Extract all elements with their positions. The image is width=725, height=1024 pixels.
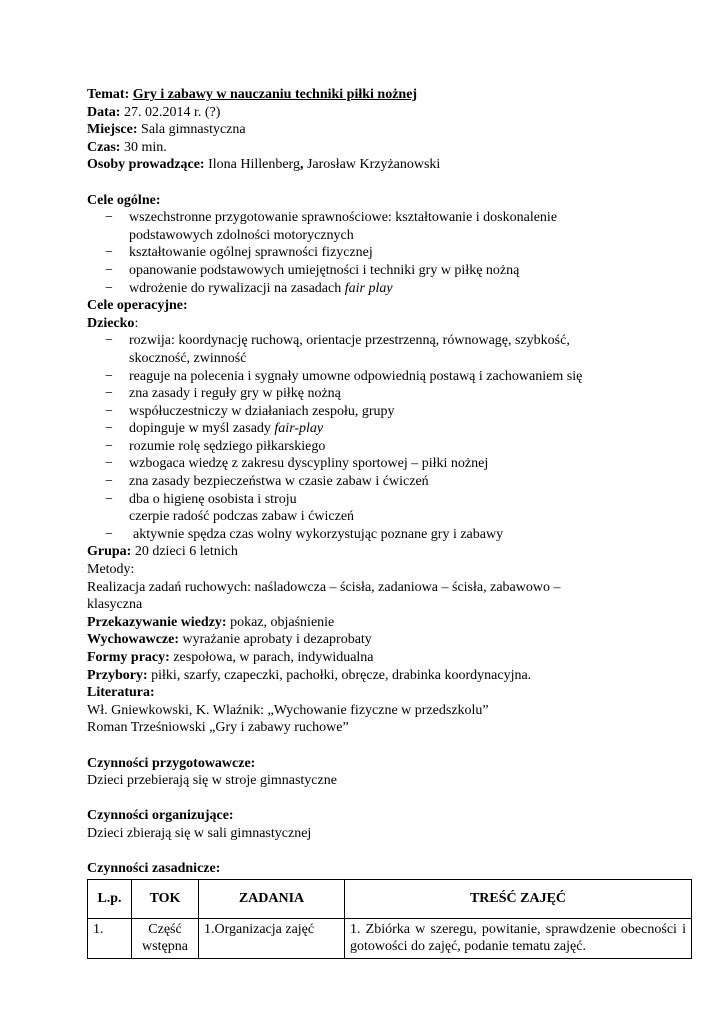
knowledge-line: Przekazywanie wiedzy: pokaz, objaśnienie [87, 614, 335, 630]
column-header-tasks: ZADANIA [199, 879, 345, 918]
place-label: Miejsce: [87, 122, 138, 138]
topic-line [87, 86, 692, 104]
dash-bullet-icon: − [105, 333, 113, 349]
leaders-line [87, 156, 692, 174]
dash-bullet-icon: − [105, 474, 113, 490]
dash-bullet-icon: − [105, 421, 113, 437]
list-item: − aktywnie spędza czas wolny wykorzystując poznane gry i zabawy [105, 526, 504, 542]
list-item: − zna zasady i reguły gry w piłkę nożną [105, 386, 341, 402]
literature-heading: Literatura: [87, 685, 155, 701]
literature-item: Wł. Gniewkowski, K. Wlaźnik: „Wychowanie fizyczne w przedszkolu” [87, 702, 489, 718]
main-activities-heading: Czynności zasadnicze: [87, 861, 221, 877]
operational-goals-heading: Cele operacyjne: [87, 298, 188, 314]
place-line [87, 121, 692, 139]
spacer [87, 174, 692, 192]
dash-bullet-icon: − [105, 210, 113, 226]
list-item: − opanowanie podstawowych umiejętności i techniki gry w piłkę nożną [105, 262, 520, 278]
group-line [87, 543, 692, 561]
topic-label: Temat: [87, 87, 130, 102]
leaders-separator: , [299, 157, 304, 173]
place-value: Sala gimnastyczna [141, 122, 246, 138]
preparatory-text: Dzieci przebierają się w stroje gimnastyczne [87, 773, 337, 789]
cell-task: 1.Organizacja zajęć [199, 918, 345, 958]
topic-value: Gry i zabawy w nauczaniu techniki piłki nożnej [132, 87, 418, 102]
child-label: Dziecko [87, 315, 135, 331]
organizational-heading: Czynności organizujące: [87, 808, 234, 824]
leaders-label: Osoby prowadzące: [87, 157, 205, 173]
dash-bullet-icon: − [105, 438, 113, 454]
time-value: 30 min. [123, 139, 167, 155]
list-item-continuation: podstawowych zdolności motorycznych [129, 227, 354, 243]
list-item: − zna zasady bezpieczeństwa w czasie zabaw i ćwiczeń [105, 474, 429, 490]
leaders-value-1: Ilona Hillenberg [208, 157, 300, 173]
cell-tok: Część wstępna [132, 918, 199, 958]
organizational-text: Dzieci zbierają się w sali gimnastycznej [87, 825, 312, 841]
column-header-content: TREŚĆ ZAJĘĆ [345, 879, 692, 918]
list-item-continuation: czerpie radość podczas zabaw i ćwiczeń [129, 509, 355, 525]
document-content [87, 86, 692, 959]
list-item: − dopinguje w myśl zasady fair-play [105, 421, 324, 437]
realization-continuation: klasyczna [87, 597, 143, 613]
dash-bullet-icon: − [105, 368, 113, 384]
realization-line: Realizacja zadań ruchowych: naśladowcza – ścisła, zadaniowa – ścisła, zabawowo – [87, 579, 561, 595]
time-line [87, 139, 692, 157]
dash-bullet-icon: − [105, 456, 113, 472]
column-header-lp: L.p. [88, 879, 132, 918]
activities-table [87, 879, 692, 959]
child-line: Dziecko: [87, 315, 139, 331]
date-label: Data: [87, 104, 121, 120]
list-item: − kształtowanie ogólnej sprawności fizycznej [105, 245, 373, 261]
dash-bullet-icon: − [105, 403, 113, 419]
dash-bullet-icon: − [105, 491, 113, 507]
forms-line: Formy pracy: zespołowa, w parach, indywidualna [87, 650, 374, 665]
realization-label: Realizacja zadań ruchowych [87, 579, 248, 595]
preparatory-heading: Czynności przygotowawcze: [87, 755, 256, 771]
spacer [87, 737, 692, 755]
operational-goals-list [87, 332, 692, 543]
general-goals-list [87, 209, 692, 297]
methods-heading: Metody: [87, 562, 135, 578]
table-row [88, 918, 692, 958]
list-item: − reaguje na polecenia i sygnały umowne odpowiednią postawą i zachowaniem się [105, 368, 583, 384]
list-item: − wdrożenie do rywalizacji na zasadach fair play [105, 280, 393, 296]
realization-value: naśladowcza – ścisła, zadaniowa – ścisła, zabawowo – [254, 579, 561, 595]
spacer [87, 790, 692, 808]
list-item: − dba o higienę osobista i stroju [105, 491, 297, 507]
list-item: − rozwija: koordynację ruchową, orientacje przestrzenną, równowagę, szybkość, [105, 333, 570, 349]
dash-bullet-icon: − [105, 386, 113, 402]
list-item: − wszechstronne przygotowanie sprawnościowe: kształtowanie i doskonalenie [105, 210, 558, 226]
dash-bullet-icon: − [105, 262, 113, 278]
leaders-value-2: Jarosław Krzyżanowski [306, 157, 441, 173]
spacer [87, 843, 692, 861]
equipment-line: Przybory: piłki, szarfy, czapeczki, pachołki, obręcze, drabinka koordynacyjna. [87, 667, 532, 683]
time-label: Czas: [87, 139, 121, 155]
educational-line: Wychowawcze: wyrażanie aprobaty i dezaprobaty [87, 632, 372, 648]
list-item: − wzbogaca wiedzę z zakresu dyscypliny sportowej – piłki nożnej [105, 456, 489, 472]
group-label: Grupa: [87, 544, 132, 560]
table-header-row [88, 879, 692, 918]
dash-bullet-icon: − [105, 280, 113, 296]
list-item: − rozumie rolę sędziego piłkarskiego [105, 438, 326, 454]
dash-bullet-icon: − [105, 245, 113, 261]
date-line [87, 104, 692, 122]
cell-content: 1. Zbiórka w szeregu, powitanie, sprawdzenie obecności i gotowości do zajęć, podanie tematu zajęć. [345, 918, 692, 958]
literature-item: Roman Trześniowski „Gry i zabawy ruchowe” [87, 720, 349, 736]
list-item: − współuczestniczy w działaniach zespołu, grupy [105, 403, 395, 419]
general-goals-heading: Cele ogólne: [87, 192, 161, 208]
list-item-continuation: skoczność, zwinność [129, 350, 247, 366]
dash-bullet-icon: − [105, 526, 113, 542]
column-header-tok: TOK [132, 879, 199, 918]
group-value: 20 dzieci 6 letnich [134, 544, 238, 560]
date-value: 27. 02.2014 r. (?) [123, 104, 221, 120]
cell-lp: 1. [88, 918, 132, 958]
